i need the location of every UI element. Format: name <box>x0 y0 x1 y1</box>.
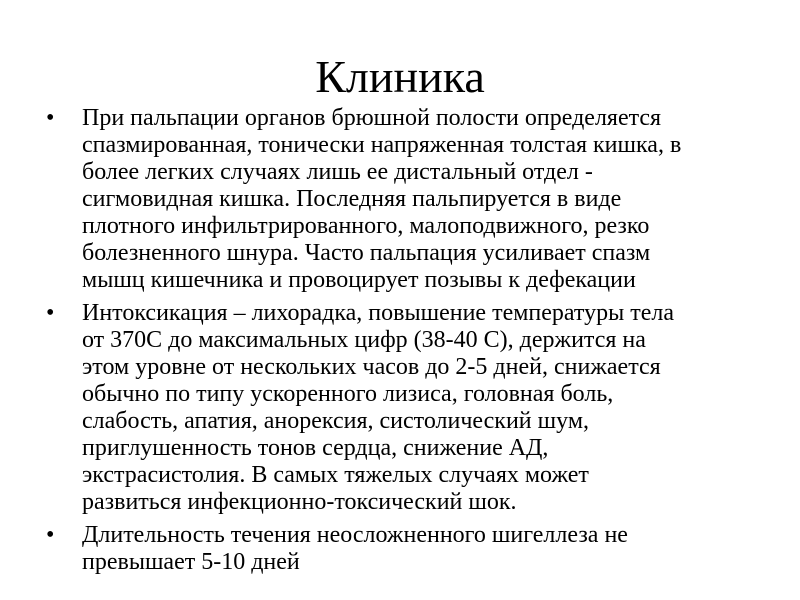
text-line: болезненного шнура. Часто пальпация усиливает спазм <box>82 240 651 266</box>
bullet-marker: • <box>46 522 55 548</box>
text-line: спазмированная, тонически напряженная толстая кишка, в <box>82 132 682 158</box>
text-line: сигмовидная кишка. Последняя пальпируется в виде <box>82 186 622 212</box>
bullet-marker: • <box>46 105 55 131</box>
slide-title: Клиника <box>315 51 485 102</box>
text-line: развиться инфекционно-токсический шок. <box>82 489 517 515</box>
text-line: более легких случаях лишь ее дистальный отдел - <box>82 159 593 185</box>
bullet-item-intoxication <box>46 300 766 516</box>
bullet-item-duration <box>46 522 766 576</box>
text-line: этом уровне от нескольких часов до 2-5 дней, снижается <box>82 354 661 380</box>
bullet-list <box>46 105 766 582</box>
bullet-text-intoxication <box>82 300 766 516</box>
bullet-text-duration <box>82 522 766 576</box>
bullet-text-palpation <box>82 105 766 294</box>
text-line: обычно по типу ускоренного лизиса, головная боль, <box>82 381 614 407</box>
text-line: При пальпации органов брюшной полости определяется <box>82 105 662 131</box>
text-line: превышает 5-10 дней <box>82 549 300 575</box>
text-line: плотного инфильтрированного, малоподвижного, резко <box>82 213 650 239</box>
text-line: Интоксикация – лихорадка, повышение температуры тела <box>82 300 674 326</box>
bullet-item-palpation <box>46 105 766 294</box>
text-line: приглушенность тонов сердца, снижение АД, <box>82 435 549 461</box>
text-line: слабость, апатия, анорексия, систолический шум, <box>82 408 589 434</box>
text-line: Длительность течения неосложненного шигеллеза не <box>82 522 628 548</box>
bullet-marker: • <box>46 300 55 326</box>
text-line: экстрасистолия. В самых тяжелых случаях может <box>82 462 589 488</box>
text-line: от 370С до максимальных цифр (38-40 С), держится на <box>82 327 646 353</box>
text-line: мышц кишечника и провоцирует позывы к дефекации <box>82 267 636 293</box>
